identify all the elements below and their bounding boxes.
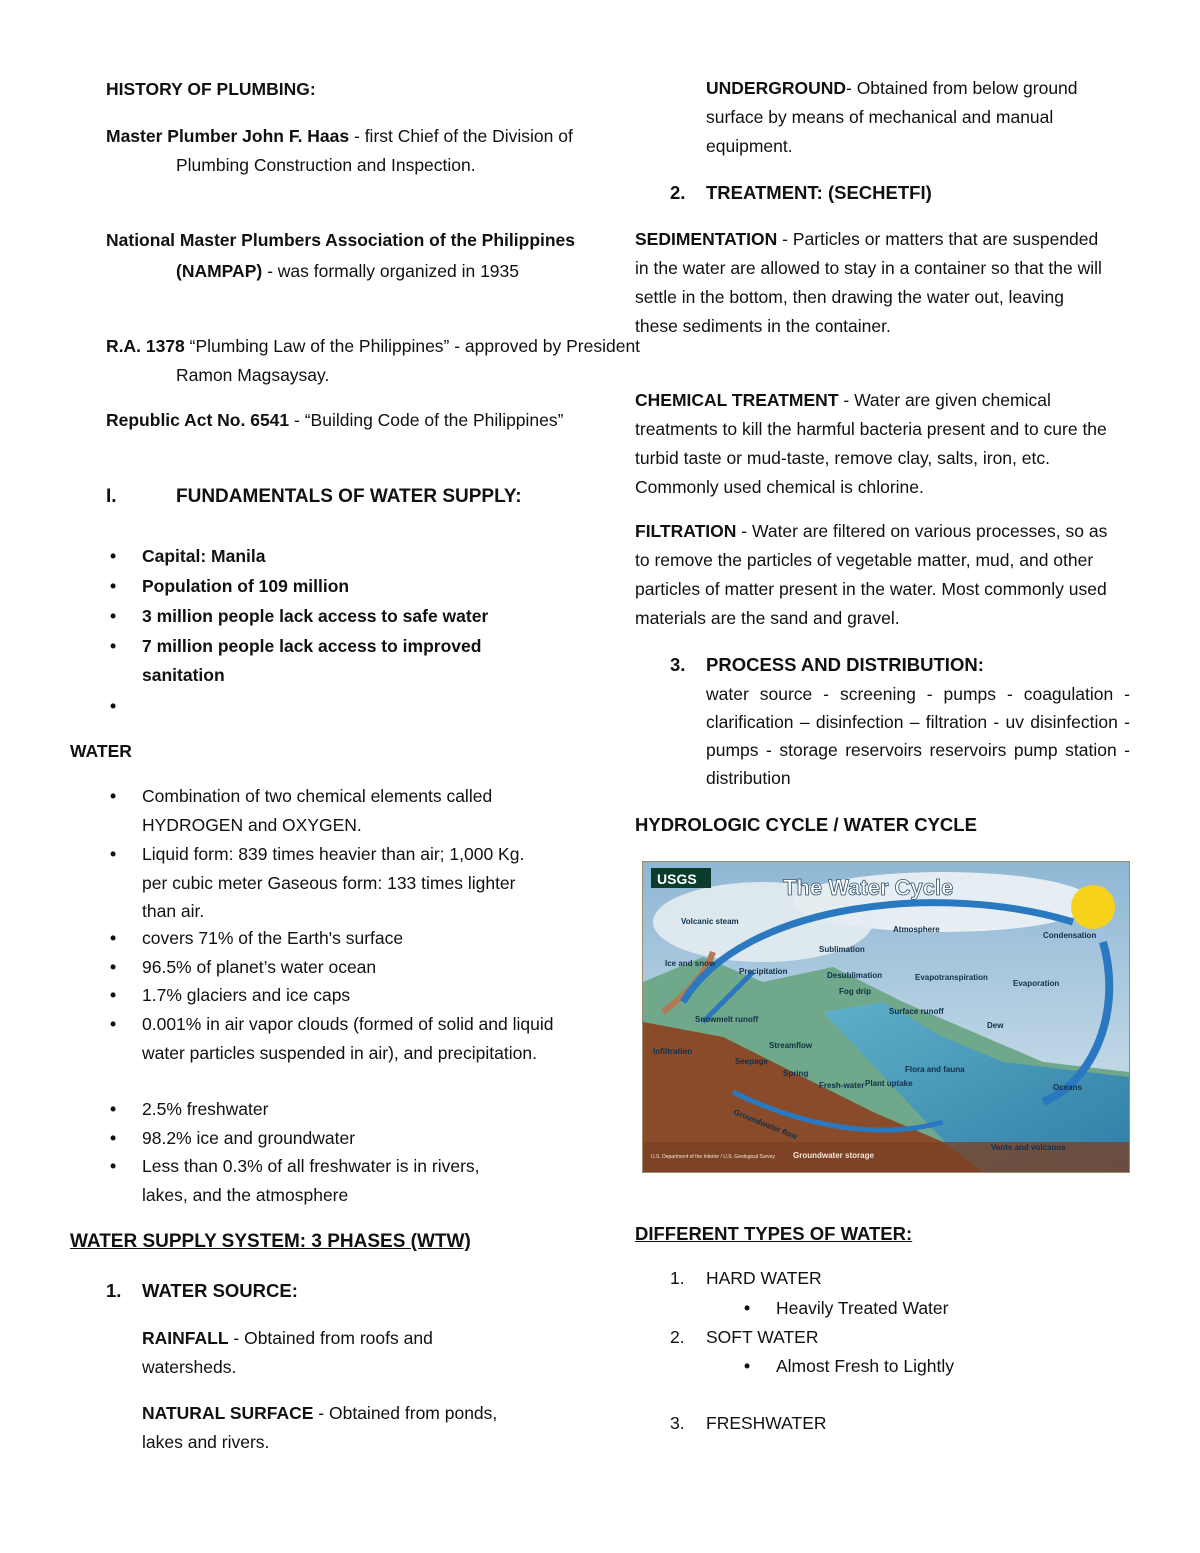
type-number: 2. bbox=[670, 1327, 685, 1347]
label-evapotranspiration: Evapotranspiration bbox=[915, 973, 988, 982]
label-streamflow: Streamflow bbox=[769, 1041, 813, 1050]
types-title: DIFFERENT TYPES OF WATER: bbox=[635, 1223, 913, 1244]
underground-name: UNDERGROUND bbox=[706, 78, 846, 98]
water-item: • Less than 0.3% of all freshwater is in rivers, lakes, and the atmosphere bbox=[142, 1152, 522, 1209]
type-number: 3. bbox=[670, 1413, 685, 1433]
underground-text: - Obtained from below ground surface by means of mechanical and manual equipment. bbox=[706, 78, 1078, 156]
wss-title: WATER SUPPLY SYSTEM: 3 PHASES (WTW) bbox=[70, 1231, 471, 1252]
label-flora-fauna: Flora and fauna bbox=[905, 1065, 965, 1074]
rainfall-entry bbox=[142, 1324, 482, 1382]
history-title: HISTORY OF PLUMBING: bbox=[106, 79, 316, 99]
ra6541-text: - “Building Code of the Philippines” bbox=[289, 410, 564, 430]
src-title: WATER SOURCE: bbox=[142, 1280, 298, 1301]
type-label: SOFT WATER bbox=[706, 1327, 819, 1347]
label-condensation: Condensation bbox=[1043, 931, 1097, 940]
sedimentation-text: - Particles or matters that are suspended in the water are allowed to stay in a container so that the will settle in the bottom, then drawing the water out, leaving these sediments in the container. bbox=[635, 229, 1102, 336]
process-number: 3. bbox=[670, 654, 686, 675]
water-item: • 98.2% ice and groundwater bbox=[142, 1124, 552, 1153]
diagram-title: The Water Cycle bbox=[783, 875, 954, 900]
ra6541-name: Republic Act No. 6541 bbox=[106, 410, 290, 430]
sedimentation-name: SEDIMENTATION bbox=[635, 229, 778, 249]
type-label: HARD WATER bbox=[706, 1268, 822, 1288]
label-desublimation: Desublimation bbox=[827, 971, 883, 980]
fact-item: • Capital: Manila bbox=[142, 542, 562, 571]
nampap-name: National Master Plumbers Association of the Philippines (NAMPAP) bbox=[106, 230, 576, 281]
process-text: water source - screening - pumps - coagulation - clarification – disinfection – filtration - uv disinfection - pumps - storage reservoirs reservoirs pump station - distribution bbox=[706, 684, 1130, 788]
water-item: • Liquid form: 839 times heavier than air; 1,000 Kg. per cubic meter Gaseous form: 133 times lighter than air. bbox=[142, 840, 552, 926]
nampap-text: - was formally organized in 1935 bbox=[262, 261, 519, 281]
water-item: • Combination of two chemical elements called HYDROGEN and OXYGEN. bbox=[142, 782, 552, 839]
process-title: PROCESS AND DISTRIBUTION: bbox=[706, 654, 984, 675]
haas-text: - first Chief of the Division of Plumbing Construction and Inspection. bbox=[176, 126, 573, 175]
water-item: • 96.5% of planet’s water ocean bbox=[142, 953, 552, 982]
label-oceans: Oceans bbox=[1053, 1083, 1082, 1092]
sun-icon bbox=[1071, 885, 1115, 929]
chemical-treatment-text: - Water are given chemical treatments to kill the harmful bacteria present and to cure the turbid taste or mud-taste, remove clay, salts, iron, etc. Commonly used chemical is chlorine. bbox=[635, 390, 1107, 497]
label-snowmelt-runoff: Snowmelt runoff bbox=[695, 1015, 759, 1024]
src-number: 1. bbox=[106, 1280, 122, 1301]
type-label: FRESHWATER bbox=[706, 1413, 827, 1433]
nampap-entry bbox=[106, 225, 646, 287]
type-sub: • Heavily Treated Water bbox=[776, 1294, 948, 1323]
sedimentation-entry bbox=[635, 225, 1110, 341]
label-surface-runoff: Surface runoff bbox=[889, 1007, 944, 1016]
underground-entry bbox=[706, 74, 1106, 161]
type-sub: • Almost Fresh to Lightly bbox=[776, 1352, 954, 1381]
label-precipitation: Precipitation bbox=[739, 967, 788, 976]
fund-number: I. bbox=[106, 486, 117, 507]
rainfall-text: - Obtained from roofs and watersheds. bbox=[142, 1328, 433, 1377]
fact-item-empty bbox=[142, 692, 562, 720]
water-item: • 1.7% glaciers and ice caps bbox=[142, 981, 552, 1010]
credit-text: U.S. Department of the Interior / U.S. Geological Survey bbox=[651, 1154, 775, 1160]
water-cycle-diagram bbox=[642, 861, 1130, 1173]
haas-name: Master Plumber John F. Haas bbox=[106, 126, 350, 146]
label-dew: Dew bbox=[987, 1021, 1004, 1030]
chemical-treatment-entry bbox=[635, 386, 1110, 502]
label-volcanic-steam: Volcanic steam bbox=[681, 917, 739, 926]
label-vents-volcanos: Vents and volcanos bbox=[991, 1143, 1066, 1152]
label-atmosphere: Atmosphere bbox=[893, 925, 940, 934]
fund-title: FUNDAMENTALS OF WATER SUPPLY: bbox=[176, 486, 522, 507]
filtration-name: FILTRATION bbox=[635, 521, 737, 541]
usgs-logo-text: USGS bbox=[657, 871, 697, 887]
water-title: WATER bbox=[70, 741, 132, 761]
label-freshwater: Fresh-water bbox=[819, 1081, 865, 1090]
rainfall-name: RAINFALL bbox=[142, 1328, 229, 1348]
natural-surface-text: - Obtained from ponds, lakes and rivers. bbox=[142, 1403, 498, 1452]
label-plant-uptake: Plant uptake bbox=[865, 1079, 913, 1088]
filtration-entry bbox=[635, 517, 1125, 633]
treatment-number: 2. bbox=[670, 182, 686, 203]
label-sublimation: Sublimation bbox=[819, 945, 865, 954]
label-ice-snow: Ice and snow bbox=[665, 959, 716, 968]
ra1378-entry bbox=[106, 332, 646, 390]
label-groundwater-flow: Groundwater flow bbox=[732, 1107, 799, 1142]
water-cycle-illustration bbox=[643, 862, 1129, 1172]
label-groundwater-storage: Groundwater storage bbox=[793, 1151, 874, 1160]
label-infiltration: Infiltration bbox=[653, 1047, 693, 1056]
hydrologic-title: HYDROLOGIC CYCLE / WATER CYCLE bbox=[635, 814, 977, 835]
treatment-title: TREATMENT: (SECHETFI) bbox=[706, 182, 932, 203]
fact-item: • 3 million people lack access to safe water bbox=[142, 602, 562, 631]
label-evaporation: Evaporation bbox=[1013, 979, 1060, 988]
type-number: 1. bbox=[670, 1268, 685, 1288]
haas-entry bbox=[106, 122, 646, 180]
natural-surface-entry bbox=[142, 1399, 542, 1457]
label-seepage: Seepage bbox=[735, 1057, 768, 1066]
ra1378-name: R.A. 1378 bbox=[106, 336, 185, 356]
ra1378-text: “Plumbing Law of the Philippines” - approved by President Ramon Magsaysay. bbox=[176, 336, 641, 385]
natural-surface-name: NATURAL SURFACE bbox=[142, 1403, 314, 1423]
label-fog-drip: Fog drip bbox=[839, 987, 871, 996]
ra6541-entry bbox=[106, 406, 646, 435]
water-item: • 0.001% in air vapor clouds (formed of solid and liquid water particles suspended in air), and precipitation. bbox=[142, 1010, 557, 1067]
fact-item: • 7 million people lack access to improved sanitation bbox=[142, 632, 532, 689]
water-item: • covers 71% of the Earth's surface bbox=[142, 924, 552, 953]
chemical-treatment-name: CHEMICAL TREATMENT bbox=[635, 390, 839, 410]
water-item: • 2.5% freshwater bbox=[142, 1095, 552, 1124]
fact-item: • Population of 109 million bbox=[142, 572, 562, 601]
label-spring: Spring bbox=[783, 1069, 809, 1078]
filtration-text: - Water are filtered on various processes, so as to remove the particles of vegetable matter, mud, and other particles of matter present in the water. Most commonly used materials are the sand and gravel. bbox=[635, 521, 1108, 628]
